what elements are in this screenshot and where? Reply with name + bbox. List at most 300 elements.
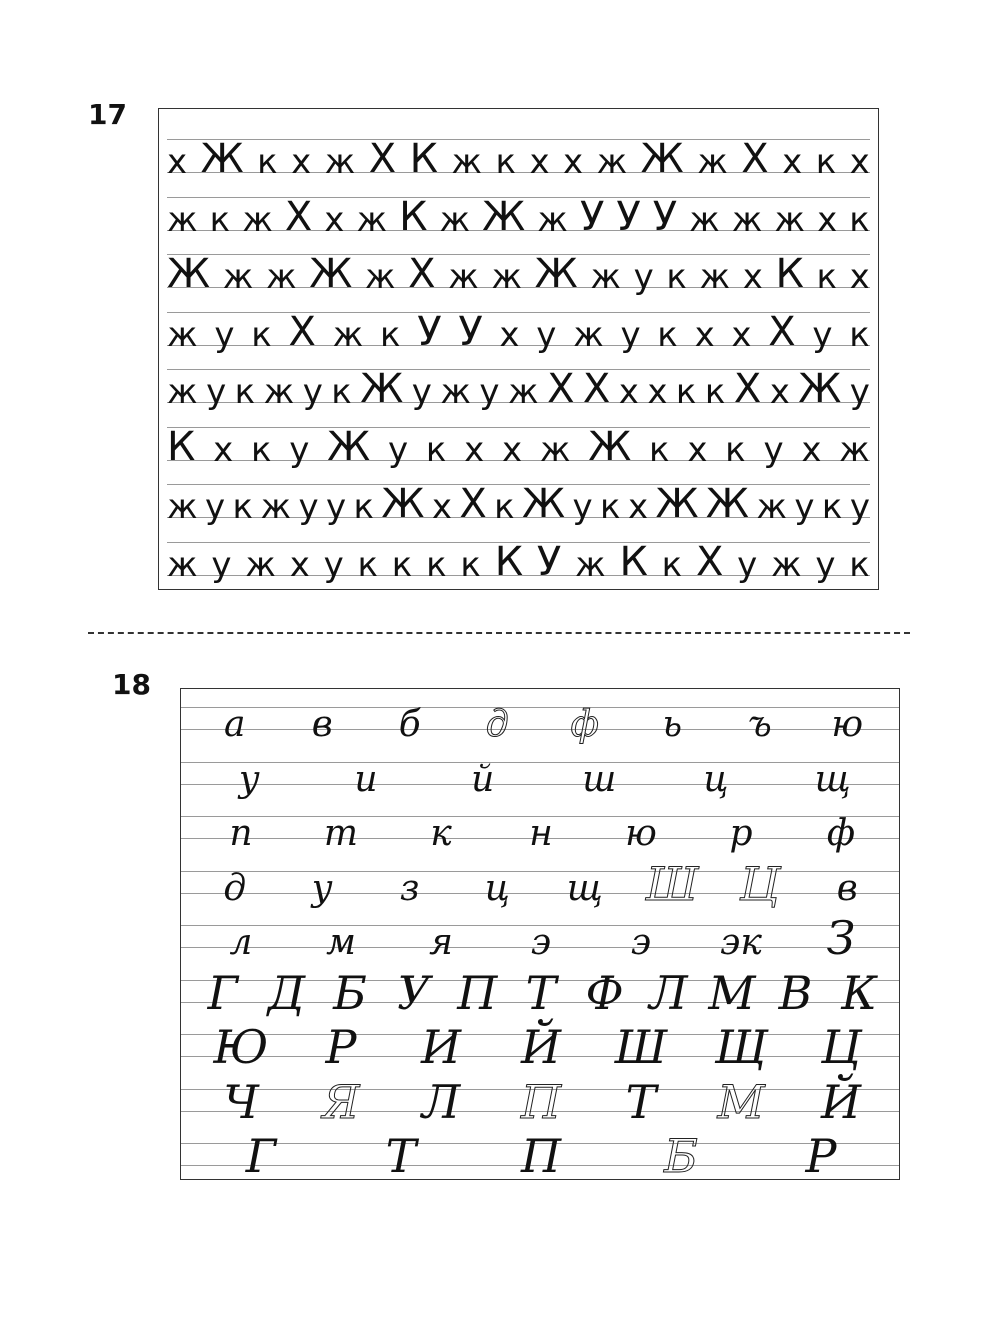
cursive-letter xyxy=(191,683,279,743)
letter: х xyxy=(782,142,803,182)
letter: у xyxy=(815,544,836,585)
cursive-letter xyxy=(424,738,541,798)
letter: ж xyxy=(167,372,198,412)
cursive-letter xyxy=(591,792,691,852)
letter-text: щ xyxy=(566,867,603,909)
letter-text: б xyxy=(398,704,421,745)
letter: Х xyxy=(582,366,611,412)
letter-text: П xyxy=(520,1074,562,1129)
cursive-letter xyxy=(391,901,491,961)
letter: ж xyxy=(731,199,763,240)
letter: ж xyxy=(167,199,198,240)
letter: Ж xyxy=(167,251,211,297)
cursive-letter xyxy=(366,847,454,907)
letter-text: ю xyxy=(831,704,864,745)
letter-row-text xyxy=(167,123,870,182)
letter: к xyxy=(725,429,746,470)
letter-text: Й xyxy=(520,1020,562,1074)
cursive-letter xyxy=(291,901,391,961)
cursive-letter xyxy=(191,792,291,852)
cursive-letter xyxy=(291,1010,391,1074)
letter-text: ф xyxy=(570,704,599,745)
letter-text: к xyxy=(430,813,452,854)
cursive-letter xyxy=(471,1119,611,1183)
cursive-letter xyxy=(454,847,542,907)
cursive-letter xyxy=(591,1010,691,1074)
letter-text: Т xyxy=(385,1129,417,1183)
cursive-letter xyxy=(541,847,629,907)
letter-text: Й xyxy=(820,1074,862,1129)
cursive-letter xyxy=(716,847,804,911)
letter: ж xyxy=(324,142,356,182)
cursive-letter xyxy=(279,683,367,743)
letter-text: Ш xyxy=(614,1020,668,1074)
letter: у xyxy=(849,487,870,527)
letter: Х xyxy=(695,538,724,585)
cursive-letter xyxy=(804,683,892,743)
letter-row xyxy=(167,238,870,297)
letter: К xyxy=(167,423,196,470)
cursive-letter xyxy=(629,683,717,743)
letter: х xyxy=(499,314,520,355)
cursive-letter xyxy=(291,1065,391,1129)
letter: ж xyxy=(774,199,806,240)
cursive-letter xyxy=(391,1010,491,1074)
letter: х xyxy=(464,429,485,470)
letter-text: ь xyxy=(662,704,683,745)
letter-text: а xyxy=(224,704,246,745)
letter: х xyxy=(291,142,312,182)
letter: ж xyxy=(689,199,720,240)
letter-text: д xyxy=(223,867,247,909)
letter-text: М xyxy=(708,965,756,1020)
letter-text: ц xyxy=(703,758,729,800)
letter: Ж xyxy=(640,136,684,182)
letter: х xyxy=(849,257,870,297)
letter-text: я xyxy=(429,922,453,963)
letter: к xyxy=(232,487,254,527)
letter: у xyxy=(387,429,409,470)
letter: к xyxy=(849,314,870,355)
letter: ж xyxy=(590,257,622,297)
letter-text: у xyxy=(238,758,260,800)
letter-text: У xyxy=(397,965,431,1020)
letter: к xyxy=(494,487,515,527)
letter-row-text xyxy=(167,526,870,585)
letter-text: Т xyxy=(525,965,557,1020)
letter: Х xyxy=(368,136,397,182)
letter: у xyxy=(411,372,432,412)
letter: ж xyxy=(448,257,479,297)
letter: Ж xyxy=(200,136,244,182)
cursive-letter xyxy=(279,847,367,907)
cursive-letter xyxy=(191,1065,291,1129)
letter: Ж xyxy=(360,366,404,412)
cursive-letter xyxy=(691,792,791,852)
letter: у xyxy=(214,314,235,355)
letter: Ж xyxy=(309,251,353,297)
letter: к xyxy=(666,257,687,297)
letter: к xyxy=(600,487,621,527)
letter: ж xyxy=(242,199,273,240)
letter: ж xyxy=(697,142,728,182)
cursive-letter xyxy=(491,1010,591,1074)
letter: к xyxy=(495,142,517,182)
letter-text: й xyxy=(471,758,495,800)
letter-text: М xyxy=(717,1074,765,1129)
letter: к xyxy=(815,142,837,182)
letter: У xyxy=(417,308,442,355)
letter-row-text xyxy=(167,296,870,355)
letter-row xyxy=(167,353,870,412)
cursive-letter xyxy=(382,956,446,1020)
letter: У xyxy=(652,193,678,240)
letter: х xyxy=(167,142,188,182)
letter: у xyxy=(302,372,323,412)
letter-text: ф xyxy=(826,813,856,854)
letter-row xyxy=(167,296,870,355)
letter: У xyxy=(458,308,483,355)
letter: ж xyxy=(167,314,198,355)
letter: ж xyxy=(771,544,802,585)
letter-text: К xyxy=(841,965,877,1020)
cursive-letter xyxy=(366,683,454,743)
cursive-letter xyxy=(791,901,891,965)
letter-text: Ц xyxy=(739,856,780,911)
letter: К xyxy=(619,538,648,585)
cursive-letter xyxy=(491,901,591,961)
letter: К xyxy=(399,193,428,240)
letter: Ж xyxy=(522,481,566,527)
cursive-letter xyxy=(636,956,700,1020)
letter: ж xyxy=(839,429,870,470)
letter: ж xyxy=(440,372,471,412)
letter: х xyxy=(501,429,523,470)
letter: х xyxy=(694,314,715,355)
letter-text: в xyxy=(836,867,858,909)
letter: х xyxy=(618,372,639,412)
exercise-18-number: 18 xyxy=(112,668,151,701)
letter-text: Ю xyxy=(213,1020,269,1074)
letter: у xyxy=(620,314,641,355)
cursive-letter xyxy=(331,1119,471,1183)
cursive-letter xyxy=(751,1119,891,1183)
letter-text: В xyxy=(778,965,813,1020)
letter: к xyxy=(353,487,374,527)
letter: к xyxy=(460,544,481,585)
letter-text: Д xyxy=(267,965,306,1020)
letter: к xyxy=(849,544,870,585)
letter: х xyxy=(817,199,838,240)
letter: К xyxy=(494,538,524,585)
cursive-letter xyxy=(591,901,691,961)
letter: у xyxy=(211,544,232,585)
letter: ж xyxy=(245,544,276,585)
letter-text: Б xyxy=(333,965,367,1020)
letter: Ж xyxy=(588,423,632,470)
cursive-letter xyxy=(191,738,308,798)
letter-text: Б xyxy=(664,1129,698,1183)
letter: ж xyxy=(537,199,568,240)
letter: ж xyxy=(699,257,731,297)
cursive-letter xyxy=(191,901,291,961)
letter: ж xyxy=(539,429,571,470)
letter: ж xyxy=(265,257,297,297)
letter: ж xyxy=(439,199,471,240)
letter-text: Г xyxy=(245,1129,277,1183)
letter: у xyxy=(536,314,557,355)
letter: ж xyxy=(451,142,483,182)
cursive-letter xyxy=(541,683,629,743)
letter: К xyxy=(409,136,438,182)
letter: у xyxy=(737,544,758,585)
letter-text: Щ xyxy=(714,1020,768,1074)
letter: у xyxy=(206,372,227,412)
letter-row xyxy=(167,123,870,182)
letter: к xyxy=(209,199,231,240)
letter: У xyxy=(616,193,641,240)
letter-text: ш xyxy=(582,758,617,800)
letter-text: л xyxy=(229,922,253,963)
cut-line-divider xyxy=(88,632,910,634)
letter-text: и xyxy=(354,758,378,800)
letter: к xyxy=(649,429,670,470)
letter: Ж xyxy=(655,481,699,527)
cursive-letter xyxy=(191,956,255,1020)
letter: Х xyxy=(768,308,796,355)
letter-text: ц xyxy=(484,867,510,909)
letter: Х xyxy=(547,366,575,412)
letter-text: м xyxy=(326,922,356,963)
letter-text: Г xyxy=(207,965,239,1020)
cursive-letter xyxy=(774,738,891,798)
letter-text: п xyxy=(229,813,253,854)
letter: ж xyxy=(364,257,396,297)
letter: ж xyxy=(756,487,788,527)
letter-text: з xyxy=(399,867,420,909)
letter: Х xyxy=(284,193,313,240)
exercise-17-number: 17 xyxy=(88,98,127,131)
letter-text: Ц xyxy=(820,1020,862,1074)
cursive-letter xyxy=(391,1065,491,1129)
cursive-letter xyxy=(791,792,891,852)
letter-row xyxy=(167,411,870,470)
cursive-letter xyxy=(191,847,279,907)
letter-text: Т xyxy=(625,1074,657,1129)
cursive-letter xyxy=(491,792,591,852)
letter: к xyxy=(357,544,379,585)
letter: Ж xyxy=(705,481,749,527)
cursive-letter xyxy=(573,956,637,1020)
cursive-letter xyxy=(691,1065,791,1129)
letter: у xyxy=(289,429,310,470)
letter: х xyxy=(324,199,345,240)
letter: Ж xyxy=(381,481,425,527)
letter: к xyxy=(331,372,352,412)
letter-text: эк xyxy=(720,922,762,963)
cursive-letter xyxy=(318,956,382,1020)
letter: х xyxy=(742,257,763,297)
letter-text: П xyxy=(520,1129,562,1183)
letter: х xyxy=(289,544,310,585)
letter: Ж xyxy=(534,251,578,297)
letter: к xyxy=(234,372,256,412)
cursive-letter xyxy=(291,792,391,852)
letter-row xyxy=(167,181,870,240)
letter-text: э xyxy=(630,922,652,963)
letter-row xyxy=(167,468,870,527)
letter: Х xyxy=(741,136,769,182)
letter: к xyxy=(391,544,413,585)
letter: к xyxy=(849,199,870,240)
letter-text: Р xyxy=(805,1129,837,1183)
letter: ж xyxy=(507,372,539,412)
letter-text: Ч xyxy=(223,1074,259,1129)
letter-text: т xyxy=(323,813,359,854)
letter-row xyxy=(167,526,870,585)
letter: ж xyxy=(332,314,364,355)
letter-text: у xyxy=(311,867,333,909)
letter: х xyxy=(213,429,234,470)
letter: к xyxy=(816,257,838,297)
cursive-letter xyxy=(764,956,828,1020)
letter: х xyxy=(627,487,649,527)
letter: ж xyxy=(167,544,198,585)
letter: ж xyxy=(356,199,388,240)
letter: ж xyxy=(573,314,604,355)
letter: х xyxy=(801,429,822,470)
exercise-18-cursive-grid xyxy=(180,688,900,1183)
cursive-letter xyxy=(255,956,319,1020)
letter: к xyxy=(821,487,843,527)
letter: у xyxy=(298,487,319,527)
letter: ж xyxy=(596,142,628,182)
letter-text: Ш xyxy=(646,856,699,911)
letter: ж xyxy=(222,257,254,297)
cursive-letter xyxy=(491,1065,591,1129)
letter: х xyxy=(687,429,708,470)
letter: Х xyxy=(288,308,316,355)
letter: Х xyxy=(459,481,487,527)
cursive-letter xyxy=(716,683,804,743)
letter: к xyxy=(704,372,726,412)
letter-text: д xyxy=(485,704,509,745)
cursive-letter xyxy=(611,1119,751,1183)
letter: У xyxy=(536,538,562,585)
letter: к xyxy=(675,372,697,412)
letter: х xyxy=(529,142,550,182)
cursive-letter xyxy=(827,956,891,1020)
letter: у xyxy=(763,429,784,470)
letter-row-text xyxy=(167,468,870,527)
letter-text: н xyxy=(529,813,553,854)
letter: у xyxy=(479,372,500,412)
cursive-letter xyxy=(509,956,573,1020)
letter-row-text xyxy=(167,411,870,470)
letter: Ж xyxy=(798,366,842,412)
letter: х xyxy=(769,372,790,412)
letter: х xyxy=(849,142,870,182)
cursive-letter xyxy=(691,1010,791,1074)
letter-row-text xyxy=(167,353,870,412)
cursive-letter xyxy=(591,1065,691,1129)
letter: к xyxy=(251,429,272,470)
letter-text: ю xyxy=(625,813,657,854)
letter: ж xyxy=(167,487,198,527)
letter: У xyxy=(579,193,605,240)
letter-text: р xyxy=(729,813,753,854)
letter: у xyxy=(572,487,593,527)
letter: у xyxy=(633,257,654,297)
letter: у xyxy=(849,372,870,412)
letter: к xyxy=(425,429,447,470)
letter-text: П xyxy=(457,965,498,1020)
exercise-17-letter-grid xyxy=(158,108,879,590)
letter: ж xyxy=(575,544,606,585)
letter-text: И xyxy=(420,1020,462,1074)
cursive-letter xyxy=(804,847,892,907)
letter: у xyxy=(205,487,226,527)
cursive-letter xyxy=(691,901,791,961)
cursive-letter xyxy=(658,738,775,798)
cursive-letter xyxy=(191,1119,331,1183)
cursive-letter xyxy=(454,683,542,743)
letter: к xyxy=(379,314,401,355)
cursive-letter xyxy=(446,956,510,1020)
letter: к xyxy=(657,314,678,355)
letter: к xyxy=(251,314,272,355)
letter: к xyxy=(661,544,683,585)
letter-row-text xyxy=(167,181,870,240)
letter: Ж xyxy=(327,423,371,470)
letter: Х xyxy=(408,251,436,297)
letter-text: э xyxy=(530,922,552,963)
letter: ж xyxy=(260,487,292,527)
letter-text: З xyxy=(826,911,856,965)
letter-row-text xyxy=(167,238,870,297)
cursive-letter xyxy=(791,1010,891,1074)
letter: ж xyxy=(491,257,523,297)
cursive-letter xyxy=(791,1065,891,1129)
letter: х xyxy=(563,142,584,182)
letter: у xyxy=(812,314,833,355)
letter-text: Ф xyxy=(585,965,624,1020)
cursive-letter xyxy=(541,738,658,798)
letter-text: Я xyxy=(322,1074,360,1129)
letter: к xyxy=(257,142,278,182)
cursive-letter xyxy=(391,792,491,852)
letter: Ж xyxy=(482,193,526,240)
letter: х xyxy=(431,487,452,527)
letter-text: Р xyxy=(325,1020,357,1074)
cursive-letter xyxy=(191,1010,291,1074)
letter: х xyxy=(731,314,752,355)
letter-text: Л xyxy=(649,965,688,1020)
letter: у xyxy=(325,487,347,527)
letter: у xyxy=(794,487,815,527)
letter-text: Л xyxy=(421,1074,461,1129)
letter-text: щ xyxy=(814,758,851,800)
letter: К xyxy=(775,251,804,297)
letter-text: в xyxy=(311,704,333,745)
letter: ж xyxy=(263,372,295,412)
cursive-letter xyxy=(700,956,764,1020)
letter: у xyxy=(323,544,344,585)
cursive-letter xyxy=(308,738,425,798)
cursive-letter xyxy=(629,847,717,911)
letter: Х xyxy=(733,366,762,412)
letter-text: ъ xyxy=(747,704,772,745)
